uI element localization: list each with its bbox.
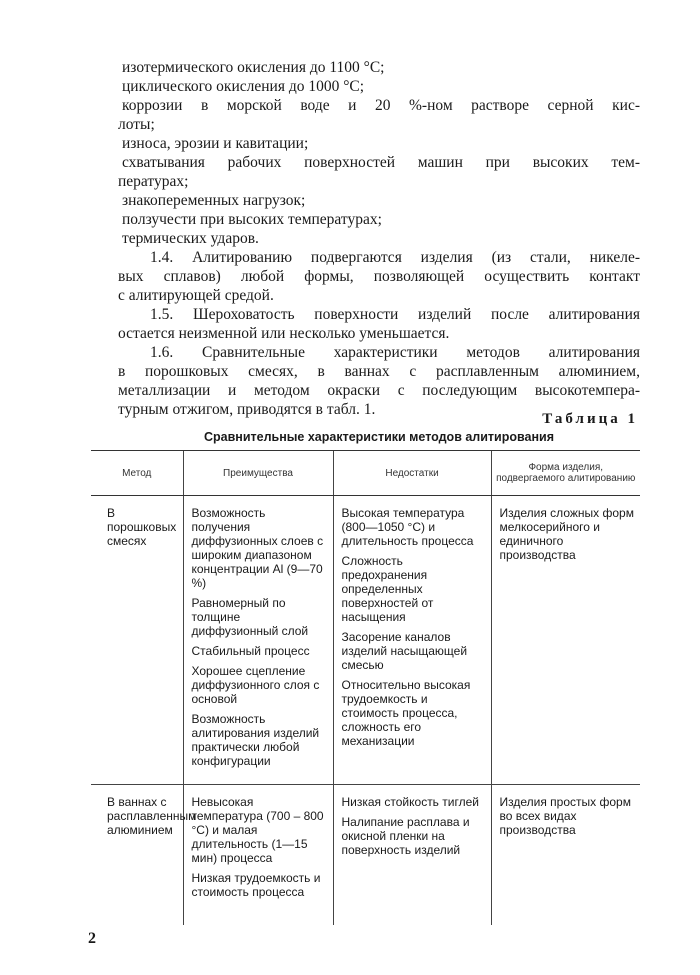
- form-cell: Изделия сложных форм мелкосерийного и единичного производства: [491, 496, 640, 785]
- advantage-item: Хорошее сцепление диффузионного слоя с основой: [191, 664, 320, 706]
- advantage-item: Равномерный по толщине диффузионный слой: [191, 596, 309, 638]
- text-line: пературах;: [118, 173, 189, 190]
- table-row: [91, 785, 640, 926]
- disadvantage-item: Сложность предохранения определенных поверхностей от насыщения: [341, 554, 434, 624]
- table-label: Таблица 1: [542, 411, 638, 427]
- disadvantage-item: Относительно высокая трудоемкость и стоимость процесса, сложность его механизации: [341, 678, 471, 748]
- form-cell: Изделия простых форм во всех видах производства: [491, 785, 640, 926]
- table-title: Сравнительные характеристики методов алитирования: [203, 430, 555, 444]
- disadvantage-item: Налипание расплава и окисной пленки на поверхность изделий: [341, 815, 470, 857]
- paragraph-1-4-line: с алитирующей средой.: [118, 287, 274, 304]
- disadvantages-cell: [333, 785, 491, 926]
- header-disadvantages: Недостатки: [333, 451, 491, 496]
- advantage-item: Невысокая температура (700 – 800 °С) и малая длительность (1—15 мин) процесса: [191, 795, 324, 865]
- paragraph-1-5-line: остается неизменной или несколько уменьшается.: [118, 325, 450, 342]
- paragraph-1-6-line: металлизации и методом окраски с последующим высокотемпера-: [118, 382, 640, 399]
- text-line: термических ударов.: [122, 230, 259, 247]
- text-line: изотермического окисления до 1100 °С;: [122, 59, 385, 76]
- disadvantage-item: Низкая стойкость тиглей: [341, 795, 479, 809]
- header-method: Метод: [91, 451, 183, 496]
- page-number: 2: [88, 930, 96, 947]
- method-cell: В ваннах с расплавленным алюминием: [107, 795, 197, 837]
- disadvantage-item: Засорение каналов изделий насыщающей смесью: [341, 630, 468, 672]
- advantage-item: Низкая трудоемкость и стоимость процесса: [191, 871, 321, 899]
- method-cell: В порошковых смесях: [91, 496, 183, 785]
- advantage-item: Возможность алитирования изделий практически любой конфигурации: [191, 712, 320, 768]
- header-advantages: Преимущества: [183, 451, 333, 496]
- paragraph-1-4-line: вых сплавов) любой формы, позволяющей осуществить контакт: [118, 268, 640, 285]
- text-line: износа, эрозии и кавитации;: [122, 135, 309, 152]
- paragraph-1-6-line: турным отжигом, приводятся в табл. 1.: [118, 401, 376, 418]
- text-line: ползучести при высоких температурах;: [122, 211, 382, 228]
- advantage-item: Возможность получения диффузионных слоев с широким диапазоном концентрации Al (9—70 %): [191, 506, 324, 590]
- table-header-row: [91, 451, 640, 496]
- disadvantage-item: Высокая температура (800—1050 °С) и длительность процесса: [341, 506, 474, 548]
- table-row: [91, 496, 640, 785]
- body-text: [118, 58, 640, 419]
- text-line: знакопеременных нагрузок;: [122, 192, 306, 209]
- paragraph-1-5-line: 1.5. Шероховатость поверхности изделий после алитирования: [150, 306, 640, 323]
- disadvantages-cell: [333, 496, 491, 785]
- advantages-cell: [183, 496, 333, 785]
- text-line: коррозии в морской воде и 20 %-ном растворе серной кис-: [122, 97, 640, 114]
- paragraph-1-6-line: 1.6. Сравнительные характеристики методов алитирования: [150, 344, 640, 361]
- advantage-item: Стабильный процесс: [191, 644, 310, 658]
- text-line: лоты;: [118, 116, 155, 133]
- text-line: схватывания рабочих поверхностей машин при высоких тем-: [122, 154, 640, 171]
- advantages-cell: [183, 785, 333, 926]
- paragraph-1-4-line: 1.4. Алитированию подвергаются изделия (из стали, никеле-: [150, 249, 640, 266]
- paragraph-1-6-line: в порошковых смесях, в ваннах с расплавленным алюминием,: [118, 363, 640, 380]
- header-form: Форма изделия, подвергаемого алитированию: [491, 451, 640, 496]
- comparison-table: [91, 450, 640, 925]
- text-line: циклического окисления до 1000 °С;: [122, 78, 365, 95]
